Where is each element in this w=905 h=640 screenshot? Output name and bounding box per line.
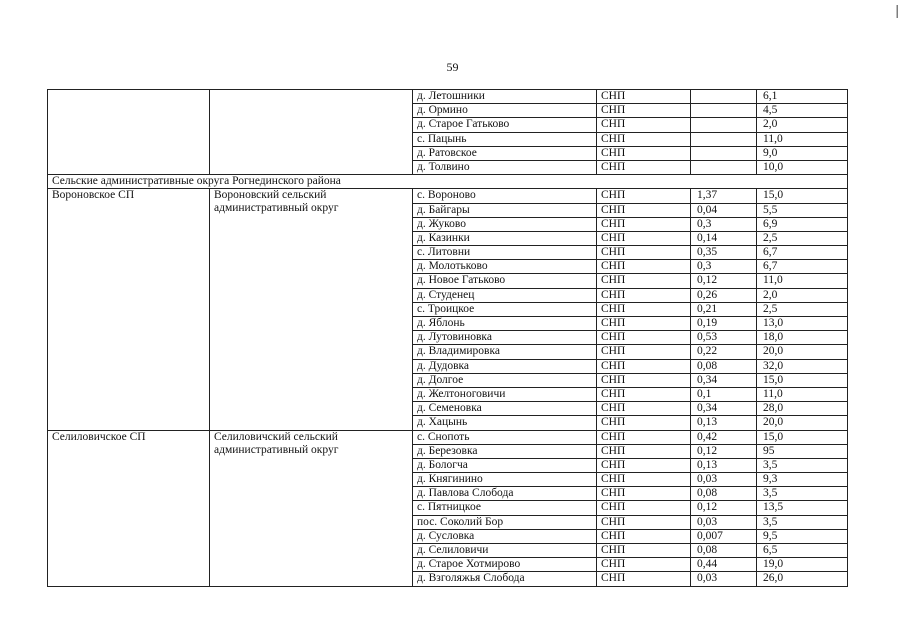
area-cell: 0,14 bbox=[691, 231, 757, 245]
place-name-cell: д. Ратовское bbox=[413, 146, 597, 160]
place-name-cell: д. Бологча bbox=[413, 458, 597, 472]
settlement-type-cell: СНП bbox=[597, 331, 691, 345]
settlement-type-cell: СНП bbox=[597, 260, 691, 274]
settlement-type-cell: СНП bbox=[597, 544, 691, 558]
table-body bbox=[48, 90, 848, 587]
area-cell: 0,42 bbox=[691, 430, 757, 444]
place-name-cell: д. Летошники bbox=[413, 90, 597, 104]
settlement-type-cell: СНП bbox=[597, 274, 691, 288]
distance-cell: 20,0 bbox=[757, 345, 848, 359]
settlement-type-cell: СНП bbox=[597, 231, 691, 245]
settlement-type-cell: СНП bbox=[597, 317, 691, 331]
area-cell: 0,22 bbox=[691, 345, 757, 359]
distance-cell: 95 bbox=[757, 444, 848, 458]
distance-cell: 6,9 bbox=[757, 217, 848, 231]
distance-cell: 3,5 bbox=[757, 487, 848, 501]
distance-cell: 13,0 bbox=[757, 317, 848, 331]
settlement-type-cell: СНП bbox=[597, 444, 691, 458]
settlement-type-cell: СНП bbox=[597, 558, 691, 572]
area-cell: 0,26 bbox=[691, 288, 757, 302]
place-name-cell: д. Хацынь bbox=[413, 416, 597, 430]
area-cell: 0,1 bbox=[691, 387, 757, 401]
area-cell: 0,12 bbox=[691, 501, 757, 515]
settlement-type-cell: СНП bbox=[597, 501, 691, 515]
distance-cell: 9,3 bbox=[757, 473, 848, 487]
settlement-type-cell: СНП bbox=[597, 359, 691, 373]
distance-cell: 9,5 bbox=[757, 529, 848, 543]
area-cell: 0,44 bbox=[691, 558, 757, 572]
distance-cell: 6,7 bbox=[757, 246, 848, 260]
place-name-cell: д. Березовка bbox=[413, 444, 597, 458]
distance-cell: 10,0 bbox=[757, 160, 848, 174]
settlement-type-cell: СНП bbox=[597, 288, 691, 302]
area-cell: 0,53 bbox=[691, 331, 757, 345]
distance-cell: 2,0 bbox=[757, 118, 848, 132]
place-name-cell: д. Казинки bbox=[413, 231, 597, 245]
area-cell: 0,34 bbox=[691, 373, 757, 387]
area-cell: 0,08 bbox=[691, 544, 757, 558]
area-cell: 0,08 bbox=[691, 359, 757, 373]
distance-cell: 4,5 bbox=[757, 104, 848, 118]
area-cell: 0,13 bbox=[691, 458, 757, 472]
distance-cell: 5,5 bbox=[757, 203, 848, 217]
place-name-cell: д. Байгары bbox=[413, 203, 597, 217]
place-name-cell: д. Сусловка bbox=[413, 529, 597, 543]
administrative-okrug-cell: Селиловичский сельский административный округ bbox=[210, 430, 413, 586]
settlement-type-cell: СНП bbox=[597, 246, 691, 260]
distance-cell: 19,0 bbox=[757, 558, 848, 572]
place-name-cell: д. Студенец bbox=[413, 288, 597, 302]
settlement-type-cell: СНП bbox=[597, 373, 691, 387]
settlement-type-cell: СНП bbox=[597, 146, 691, 160]
distance-cell: 2,0 bbox=[757, 288, 848, 302]
place-name-cell: с. Литовни bbox=[413, 246, 597, 260]
area-cell: 0,12 bbox=[691, 274, 757, 288]
area-cell: 0,03 bbox=[691, 473, 757, 487]
area-cell: 0,03 bbox=[691, 515, 757, 529]
distance-cell: 6,1 bbox=[757, 90, 848, 104]
distance-cell: 15,0 bbox=[757, 430, 848, 444]
settlement-type-cell: СНП bbox=[597, 387, 691, 401]
settlement-type-cell: СНП bbox=[597, 217, 691, 231]
administrative-okrug-cell: Вороновский сельский административный округ bbox=[210, 189, 413, 430]
distance-cell: 20,0 bbox=[757, 416, 848, 430]
settlement-municipality-cell: Селиловичское СП bbox=[48, 430, 210, 586]
place-name-cell: с. Снопоть bbox=[413, 430, 597, 444]
settlement-type-cell: СНП bbox=[597, 302, 691, 316]
area-cell: 0,13 bbox=[691, 416, 757, 430]
settlement-type-cell: СНП bbox=[597, 189, 691, 203]
settlement-type-cell: СНП bbox=[597, 345, 691, 359]
settlement-type-cell: СНП bbox=[597, 160, 691, 174]
area-cell: 0,34 bbox=[691, 402, 757, 416]
area-cell: 0,04 bbox=[691, 203, 757, 217]
settlement-type-cell: СНП bbox=[597, 487, 691, 501]
settlement-type-cell: СНП bbox=[597, 203, 691, 217]
place-name-cell: д. Семеновка bbox=[413, 402, 597, 416]
distance-cell: 11,0 bbox=[757, 387, 848, 401]
place-name-cell: д. Долгое bbox=[413, 373, 597, 387]
distance-cell: 32,0 bbox=[757, 359, 848, 373]
area-cell: 0,007 bbox=[691, 529, 757, 543]
area-cell bbox=[691, 132, 757, 146]
area-cell bbox=[691, 118, 757, 132]
settlement-type-cell: СНП bbox=[597, 402, 691, 416]
settlement-type-cell: СНП bbox=[597, 572, 691, 586]
settlement-type-cell: СНП bbox=[597, 90, 691, 104]
distance-cell: 9,0 bbox=[757, 146, 848, 160]
place-name-cell: с. Пятницкое bbox=[413, 501, 597, 515]
settlement-municipality-cell bbox=[48, 90, 210, 175]
place-name-cell: д. Княгинино bbox=[413, 473, 597, 487]
distance-cell: 15,0 bbox=[757, 189, 848, 203]
place-name-cell: д. Лутовиновка bbox=[413, 331, 597, 345]
page-number: 59 bbox=[446, 60, 459, 74]
place-name-cell: д. Толвино bbox=[413, 160, 597, 174]
place-name-cell: д. Взголяжья Слобода bbox=[413, 572, 597, 586]
distance-cell: 6,7 bbox=[757, 260, 848, 274]
place-name-cell: д. Владимировка bbox=[413, 345, 597, 359]
distance-cell: 11,0 bbox=[757, 132, 848, 146]
place-name-cell: д. Яблонь bbox=[413, 317, 597, 331]
place-name-cell: д. Павлова Слобода bbox=[413, 487, 597, 501]
table-row bbox=[48, 90, 848, 104]
settlement-type-cell: СНП bbox=[597, 458, 691, 472]
distance-cell: 11,0 bbox=[757, 274, 848, 288]
distance-cell: 28,0 bbox=[757, 402, 848, 416]
place-name-cell: с. Пацынь bbox=[413, 132, 597, 146]
distance-cell: 2,5 bbox=[757, 231, 848, 245]
place-name-cell: д. Жуково bbox=[413, 217, 597, 231]
distance-cell: 13,5 bbox=[757, 501, 848, 515]
settlements-table bbox=[47, 89, 848, 587]
area-cell: 0,3 bbox=[691, 217, 757, 231]
area-cell bbox=[691, 146, 757, 160]
distance-cell: 18,0 bbox=[757, 331, 848, 345]
settlement-type-cell: СНП bbox=[597, 104, 691, 118]
place-name-cell: с. Троицкое bbox=[413, 302, 597, 316]
place-name-cell: д. Желтоноговичи bbox=[413, 387, 597, 401]
area-cell bbox=[691, 90, 757, 104]
area-cell bbox=[691, 104, 757, 118]
place-name-cell: пос. Соколий Бор bbox=[413, 515, 597, 529]
area-cell: 0,12 bbox=[691, 444, 757, 458]
table-row bbox=[48, 189, 848, 203]
settlement-municipality-cell: Вороновское СП bbox=[48, 189, 210, 430]
distance-cell: 3,5 bbox=[757, 515, 848, 529]
distance-cell: 2,5 bbox=[757, 302, 848, 316]
area-cell: 0,08 bbox=[691, 487, 757, 501]
settlement-type-cell: СНП bbox=[597, 430, 691, 444]
corner-mark: | bbox=[895, 2, 899, 18]
settlement-type-cell: СНП bbox=[597, 132, 691, 146]
distance-cell: 15,0 bbox=[757, 373, 848, 387]
place-name-cell: д. Новое Гатьково bbox=[413, 274, 597, 288]
table-row bbox=[48, 430, 848, 444]
place-name-cell: д. Молотьково bbox=[413, 260, 597, 274]
area-cell: 0,35 bbox=[691, 246, 757, 260]
area-cell: 0,21 bbox=[691, 302, 757, 316]
area-cell: 0,19 bbox=[691, 317, 757, 331]
place-name-cell: д. Дудовка bbox=[413, 359, 597, 373]
area-cell: 0,03 bbox=[691, 572, 757, 586]
area-cell bbox=[691, 160, 757, 174]
distance-cell: 26,0 bbox=[757, 572, 848, 586]
place-name-cell: д. Старое Гатьково bbox=[413, 118, 597, 132]
settlement-type-cell: СНП bbox=[597, 118, 691, 132]
area-cell: 1,37 bbox=[691, 189, 757, 203]
distance-cell: 6,5 bbox=[757, 544, 848, 558]
administrative-okrug-cell bbox=[210, 90, 413, 175]
settlement-type-cell: СНП bbox=[597, 529, 691, 543]
place-name-cell: с. Вороново bbox=[413, 189, 597, 203]
settlement-type-cell: СНП bbox=[597, 473, 691, 487]
place-name-cell: д. Старое Хотмирово bbox=[413, 558, 597, 572]
section-row bbox=[48, 175, 848, 189]
place-name-cell: д. Селиловичи bbox=[413, 544, 597, 558]
section-title: Сельские административные округа Рогнединского района bbox=[48, 175, 848, 189]
place-name-cell: д. Ормино bbox=[413, 104, 597, 118]
settlement-type-cell: СНП bbox=[597, 515, 691, 529]
settlement-type-cell: СНП bbox=[597, 416, 691, 430]
area-cell: 0,3 bbox=[691, 260, 757, 274]
distance-cell: 3,5 bbox=[757, 458, 848, 472]
